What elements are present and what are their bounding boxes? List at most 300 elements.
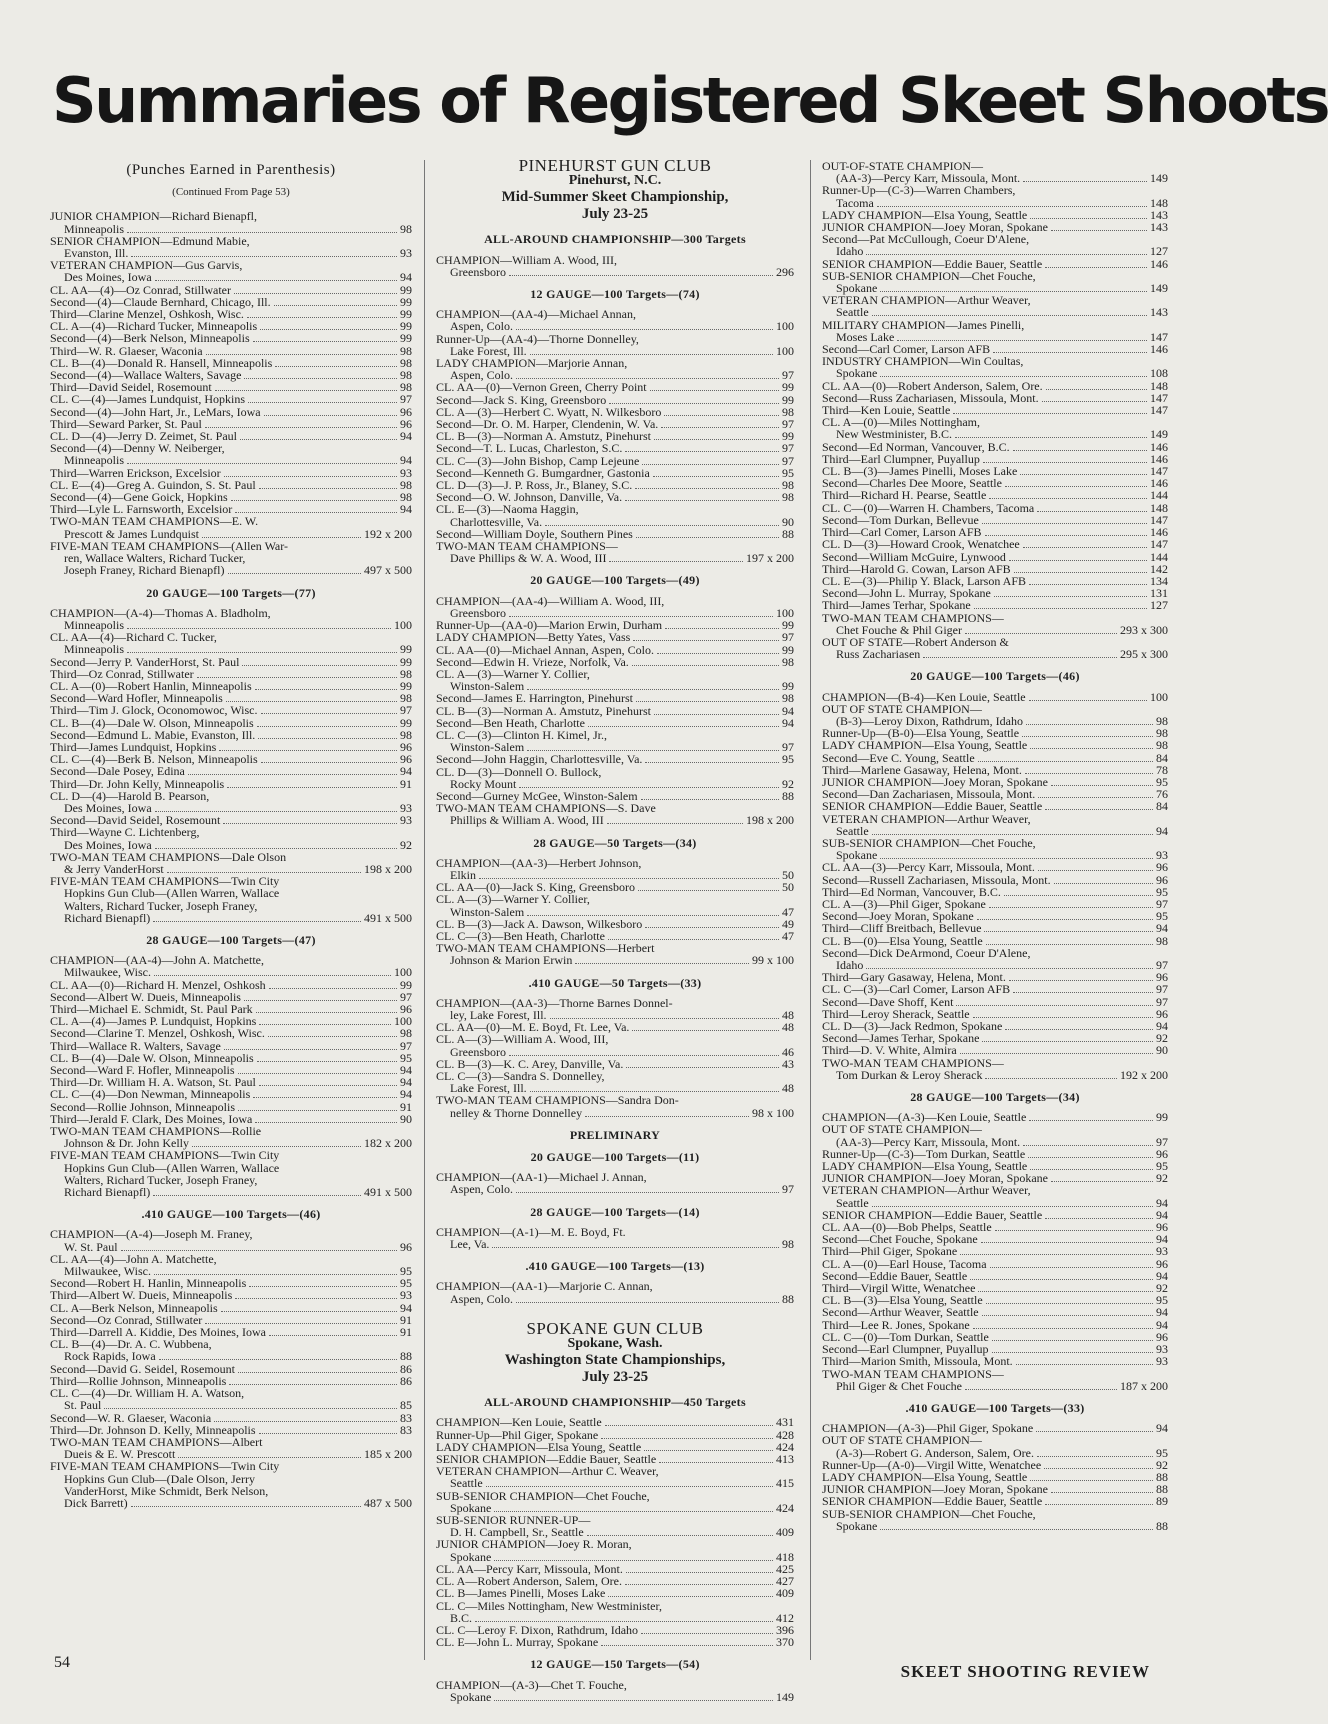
dot-leader xyxy=(1051,777,1153,786)
result-text: VanderHorst, Mike Schmidt, Berk Nelson, xyxy=(64,1483,269,1498)
result-text: CL. AA—(0)—Richard H. Menzel, Oshkosh xyxy=(50,977,266,992)
score: 94 xyxy=(400,502,412,517)
result-text: Hopkins Gun Club—(Allen Warren, Wallace xyxy=(64,1160,280,1175)
dot-leader xyxy=(1030,740,1153,749)
score: 94 xyxy=(1156,1305,1168,1320)
section-heading: 28 GAUGE—100 Targets—(47) xyxy=(146,932,316,947)
dot-leader xyxy=(978,753,1153,762)
result-text: TWO-MAN TEAM CHAMPIONS—E. W. xyxy=(50,514,259,529)
dot-leader xyxy=(1023,539,1147,548)
dot-leader xyxy=(269,980,397,989)
result-text: CL. C—(3)—Ben Heath, Charlotte xyxy=(436,928,605,943)
dot-leader xyxy=(636,529,779,538)
result-text: Second—Edmund L. Mabie, Evanston, Ill. xyxy=(50,727,256,742)
dot-leader xyxy=(659,1454,773,1463)
result-text: (AA-3)—Percy Karr, Missoula, Mont. xyxy=(836,171,1021,186)
result-line xyxy=(822,800,1168,812)
section-heading: 28 GAUGE—100 Targets—(34) xyxy=(910,1090,1080,1105)
result-line xyxy=(822,428,1168,440)
result-text: Minneapolis xyxy=(64,617,124,632)
result-line xyxy=(50,332,412,344)
dot-leader xyxy=(1045,259,1147,268)
dot-leader xyxy=(993,344,1147,353)
result-text: Runner-Up—(B-0)—Elsa Young, Seattle xyxy=(822,726,1020,741)
score: 100 xyxy=(1150,689,1168,704)
result-text: Second—(4)—Wallace Walters, Savage xyxy=(50,368,242,383)
result-text: Second—Arthur Weaver, Seattle xyxy=(822,1305,979,1320)
score: 47 xyxy=(782,904,794,919)
dot-leader xyxy=(238,1102,397,1111)
score: 198 x 200 xyxy=(364,861,412,876)
dot-leader xyxy=(268,1028,397,1037)
result-text: Third—Michael E. Schmidt, St. Paul Park xyxy=(50,1002,253,1016)
dot-leader xyxy=(127,455,397,464)
result-text: Des Moines, Iowa xyxy=(64,837,152,852)
dot-leader xyxy=(609,553,743,562)
score: 99 xyxy=(1156,1110,1168,1125)
score: 296 xyxy=(776,264,794,279)
dot-leader xyxy=(205,1315,397,1324)
dot-leader xyxy=(527,681,779,690)
score: 98 xyxy=(400,355,412,370)
result-text: CHAMPION—(A-3)—Phil Giger, Spokane xyxy=(822,1421,1034,1436)
section-heading: .410 GAUGE—100 Targets—(33) xyxy=(905,1400,1085,1415)
score: 94 xyxy=(1156,1195,1168,1210)
result-line xyxy=(50,1162,412,1174)
results-list xyxy=(822,691,1168,1082)
score: 98 xyxy=(782,478,794,493)
result-text: Joseph Franey, Richard Bienapfl) xyxy=(64,563,225,578)
result-text: VETERAN CHAMPION—Arthur C. Weaver, xyxy=(436,1464,659,1479)
dot-leader xyxy=(965,625,1117,634)
result-text: OUT OF STATE CHAMPION— xyxy=(822,701,982,716)
result-text: CL. C—(0)—Tom Durkan, Seattle xyxy=(822,1329,989,1344)
result-text: OUT-OF-STATE CHAMPION— xyxy=(822,159,983,173)
dot-leader xyxy=(224,1041,397,1050)
result-text: SUB-SENIOR RUNNER-UP— xyxy=(436,1513,591,1528)
dot-leader xyxy=(973,1320,1153,1329)
result-text: Second—T. L. Lucas, Charleston, S.C. xyxy=(436,441,623,456)
result-text: CL. B—(4)—Dr. A. C. Wubbena, xyxy=(50,1337,212,1352)
dot-leader xyxy=(238,1065,397,1074)
score: 96 xyxy=(1156,1146,1168,1161)
result-line xyxy=(822,874,1168,886)
dot-leader xyxy=(992,1332,1153,1341)
result-text: CL. A—(3)—William A. Wood, III, xyxy=(436,1032,609,1047)
score: 94 xyxy=(400,1087,412,1102)
result-text: MILITARY CHAMPION—James Pinelli, xyxy=(822,317,1025,332)
dot-leader xyxy=(492,1239,779,1248)
result-line xyxy=(822,1447,1168,1459)
dot-leader xyxy=(575,955,749,964)
column-1 xyxy=(50,160,412,1509)
result-line xyxy=(436,1033,794,1045)
dot-leader xyxy=(654,706,779,715)
score: 91 xyxy=(400,1312,412,1327)
score: 86 xyxy=(400,1373,412,1388)
result-text: Rock Rapids, Iowa xyxy=(64,1349,156,1364)
section-heading: ALL-AROUND CHAMPIONSHIP—300 Targets xyxy=(484,232,746,247)
result-text: Third—James Lundquist, Hopkins xyxy=(50,739,217,754)
dot-leader xyxy=(965,1381,1117,1390)
result-text: CHAMPION—(AA-1)—Michael J. Annan, xyxy=(436,1170,647,1185)
score: 147 xyxy=(1150,329,1168,344)
result-line xyxy=(822,1520,1168,1532)
section-heading: 20 GAUGE—100 Targets—(49) xyxy=(530,573,700,588)
score: 97 xyxy=(782,1182,794,1197)
score: 91 xyxy=(400,1099,412,1114)
result-text: CHAMPION—(A-4)—Thomas A. Bladholm, xyxy=(50,605,271,620)
score: 94 xyxy=(1156,1421,1168,1436)
result-text: Second—Dan Zachariasen, Missoula, Mont. xyxy=(822,787,1036,802)
result-text: Second—Jerry P. VanderHorst, St. Paul xyxy=(50,654,240,669)
result-line xyxy=(822,367,1168,379)
score: 92 xyxy=(1156,1171,1168,1186)
result-line xyxy=(822,184,1168,196)
result-text: Third—Jerald F. Clark, Des Moines, Iowa xyxy=(50,1111,253,1126)
score: 95 xyxy=(400,1264,412,1279)
dot-leader xyxy=(1042,393,1147,402)
score: 149 xyxy=(776,1689,794,1704)
dot-leader xyxy=(215,382,397,391)
result-text: Third—Clarine Menzel, Oshkosh, Wisc. xyxy=(50,307,244,322)
result-text: Seattle xyxy=(836,823,869,838)
dot-leader xyxy=(650,382,779,391)
result-text: LADY CHAMPION—Elsa Young, Seattle xyxy=(436,1439,642,1454)
event-title: Mid-Summer Skeet Championship, July 23-25 xyxy=(501,189,729,223)
score: 94 xyxy=(400,1075,412,1090)
results-list xyxy=(436,1171,794,1195)
result-line xyxy=(50,1497,412,1509)
result-text: Dueis & E. W. Prescott xyxy=(64,1447,176,1462)
score: 415 xyxy=(776,1476,794,1491)
result-text: Des Moines, Iowa xyxy=(64,800,152,815)
score: 99 xyxy=(400,715,412,730)
result-text: CL. D—(4)—Jerry D. Zeimet, St. Paul xyxy=(50,429,237,444)
dot-leader xyxy=(989,899,1153,908)
score: 92 xyxy=(400,837,412,852)
result-text: CL. AA—Percy Karr, Missoula, Mont. xyxy=(436,1561,623,1576)
dot-leader xyxy=(253,333,397,342)
result-text: FIVE-MAN TEAM CHAMPIONS—(Allen War- xyxy=(50,538,289,553)
dot-leader xyxy=(235,504,397,513)
result-line xyxy=(50,887,412,899)
dot-leader xyxy=(275,358,397,367)
result-text: Idaho xyxy=(836,958,864,972)
score: 98 xyxy=(782,654,794,669)
dot-leader xyxy=(986,1295,1153,1304)
result-text: Second—Pat McCullough, Coeur D'Alene, xyxy=(822,232,1030,247)
score: 146 xyxy=(1150,342,1168,357)
score: 96 xyxy=(400,752,412,767)
dot-leader xyxy=(641,1625,773,1634)
results-list xyxy=(50,954,412,1198)
continued-note: (Continued From Page 53) xyxy=(172,186,290,199)
score: 98 xyxy=(400,368,412,383)
dot-leader xyxy=(645,919,779,928)
result-line xyxy=(822,1245,1168,1257)
result-text: (B-3)—Leroy Dixon, Rathdrum, Idaho xyxy=(836,713,1023,728)
dot-leader xyxy=(880,1521,1153,1530)
result-line xyxy=(50,1088,412,1100)
result-text: CL. C—(3)—Carl Comer, Larson AFB xyxy=(822,982,1011,997)
result-text: Chet Fouche & Phil Giger xyxy=(836,622,962,637)
result-text: Second—Ed Norman, Vancouver, B.C. xyxy=(822,439,1010,454)
result-line xyxy=(50,1101,412,1113)
result-text: CL. B—(0)—Elsa Young, Seattle xyxy=(822,933,983,948)
section-heading: 12 GAUGE—150 Targets—(54) xyxy=(530,1657,700,1672)
result-text: CL. AA—(3)—Percy Karr, Missoula, Mont. xyxy=(822,860,1035,875)
result-text: CL. B—(3)—K. C. Arey, Danville, Va. xyxy=(436,1056,624,1071)
result-line xyxy=(436,1280,794,1292)
punches-note: (Punches Earned in Parenthesis) xyxy=(126,162,336,178)
result-text: TWO-MAN TEAM CHAMPIONS—Herbert xyxy=(436,941,655,956)
score: 413 xyxy=(776,1452,794,1467)
results-list xyxy=(822,1111,1168,1392)
dot-leader xyxy=(1044,1460,1153,1469)
results-list xyxy=(436,1416,794,1648)
score: 424 xyxy=(776,1439,794,1454)
score: 127 xyxy=(1150,598,1168,613)
dot-leader xyxy=(261,754,397,763)
dot-leader xyxy=(167,864,361,873)
result-line xyxy=(822,813,1168,825)
result-text: Richard Bienapfl) xyxy=(64,910,151,925)
score: 93 xyxy=(1156,1244,1168,1259)
dot-leader xyxy=(1020,466,1147,475)
result-text: VETERAN CHAMPION—Arthur Weaver, xyxy=(822,1183,1031,1198)
results-list xyxy=(822,1422,1168,1532)
dot-leader xyxy=(982,515,1147,524)
score: 98 xyxy=(1156,738,1168,753)
result-text: Second—(4)—Claude Bernhard, Chicago, Ill. xyxy=(50,294,271,309)
result-line xyxy=(822,922,1168,934)
result-text: Second—James Terhar, Spokane xyxy=(822,1031,980,1046)
dot-leader xyxy=(530,346,773,355)
section-heading: 20 GAUGE—100 Targets—(46) xyxy=(910,669,1080,684)
section-heading: PRELIMINARY xyxy=(569,1127,661,1142)
result-text: CL. B—(4)—Dale W. Olson, Minneapolis xyxy=(50,1050,254,1065)
result-line xyxy=(822,1306,1168,1318)
result-line xyxy=(436,814,794,826)
result-text: Elkin xyxy=(450,867,476,882)
result-line xyxy=(436,442,794,454)
score: 99 xyxy=(782,642,794,657)
result-text: Second—James E. Harrington, Pinehurst xyxy=(436,691,633,706)
result-line xyxy=(822,752,1168,764)
dot-leader xyxy=(877,198,1147,207)
result-text: CHAMPION—(AA-3)—Thorne Barnes Donnel- xyxy=(436,995,673,1010)
score: 97 xyxy=(1156,982,1168,997)
score: 147 xyxy=(1150,537,1168,552)
dot-leader xyxy=(665,620,779,629)
score: 78 xyxy=(1156,762,1168,777)
section-heading: .410 GAUGE—50 Targets—(33) xyxy=(528,975,702,990)
result-text: Runner-Up—(AA-0)—Marion Erwin, Durham xyxy=(436,618,663,633)
result-text: & Jerry VanderHorst xyxy=(64,861,164,876)
result-text: Seattle xyxy=(450,1476,483,1491)
score: 98 xyxy=(400,477,412,492)
score: 94 xyxy=(1156,1207,1168,1222)
result-line xyxy=(436,394,794,406)
dot-leader xyxy=(585,1108,749,1117)
result-line xyxy=(822,258,1168,270)
dot-leader xyxy=(154,1266,397,1275)
result-text: Third—Gary Gasaway, Helena, Mont. xyxy=(822,970,1006,985)
result-text: Runner-Up—Phil Giger, Spokane xyxy=(436,1427,599,1442)
result-text: CL. B—(3)—Norman A. Amstutz, Pinehurst xyxy=(436,429,651,444)
result-line xyxy=(436,1538,794,1550)
score: 96 xyxy=(400,739,412,754)
result-line xyxy=(50,900,412,912)
section-heading: 20 GAUGE—100 Targets—(11) xyxy=(530,1150,700,1165)
score: 98 xyxy=(1156,726,1168,741)
result-line xyxy=(50,1040,412,1052)
result-text: Second—Dave Shoff, Kent xyxy=(822,994,954,1009)
result-text: nelley & Thorne Donnelley xyxy=(450,1105,583,1120)
result-text: Second—David G. Seidel, Rosemount xyxy=(50,1361,235,1376)
results-list xyxy=(50,210,412,576)
score: 96 xyxy=(400,1002,412,1016)
score: 97 xyxy=(400,989,412,1004)
dot-leader xyxy=(982,1307,1153,1316)
score: 409 xyxy=(776,1586,794,1601)
dot-leader xyxy=(178,1449,361,1458)
result-text: CL. A—(0)—Robert Hanlin, Minneapolis xyxy=(50,678,252,693)
score: 97 xyxy=(400,392,412,407)
result-text: Milwaukee, Wisc. xyxy=(64,1264,151,1279)
result-line xyxy=(822,1069,1168,1081)
dot-leader xyxy=(159,1351,397,1360)
club-name: SPOKANE GUN CLUB xyxy=(526,1318,704,1338)
results-list xyxy=(436,595,794,827)
result-text: CL. C—(3)—John Bishop, Camp Lejeune xyxy=(436,453,640,468)
result-text: CL. B—(3)—James Pinelli, Moses Lake xyxy=(822,464,1018,479)
result-text: Second—Ben Heath, Charlotte xyxy=(436,715,585,730)
dot-leader xyxy=(188,766,397,775)
score: 99 xyxy=(782,618,794,633)
result-text: CL. A—(4)—James P. Lundquist, Hopkins xyxy=(50,1014,257,1029)
result-text: Third—Dr. Johnson D. Kelly, Minneapolis xyxy=(50,1422,256,1437)
result-line xyxy=(50,778,412,790)
score: 96 xyxy=(400,1239,412,1254)
result-text: Second—Chet Fouche, Spokane xyxy=(822,1232,978,1247)
dot-leader xyxy=(229,1376,397,1385)
result-line xyxy=(436,1293,794,1305)
result-line xyxy=(822,599,1168,611)
dot-leader xyxy=(228,565,361,574)
result-text: SENIOR CHAMPION—Edmund Mabie, xyxy=(50,233,250,248)
result-text: SENIOR CHAMPION—Eddie Bauer, Seattle xyxy=(822,799,1043,814)
result-text: CL. B—(3)—Norman A. Amstutz, Pinehurst xyxy=(436,703,651,718)
result-text: SUB-SENIOR CHAMPION—Chet Fouche, xyxy=(822,1506,1036,1521)
result-line xyxy=(436,333,794,345)
result-line xyxy=(822,551,1168,563)
dot-leader xyxy=(259,1425,397,1434)
score: 143 xyxy=(1150,220,1168,235)
score: 98 xyxy=(400,343,412,358)
score: 100 xyxy=(776,343,794,358)
result-line xyxy=(50,271,412,283)
dot-leader xyxy=(990,1259,1153,1268)
result-text: Greensboro xyxy=(450,605,506,620)
score: 146 xyxy=(1150,256,1168,271)
score: 93 xyxy=(1156,1342,1168,1357)
result-text: CL. D—(4)—Harold B. Pearson, xyxy=(50,788,210,803)
result-text: Third—Warren Erickson, Excelsior xyxy=(50,465,221,480)
result-text: CHAMPION—(A-3)—Chet T. Fouche, xyxy=(436,1677,627,1692)
result-line xyxy=(436,320,794,332)
dot-leader xyxy=(644,1442,773,1451)
result-text: Minneapolis xyxy=(64,642,124,657)
score: 148 xyxy=(1150,195,1168,210)
result-text: CL. D—(3)—Jack Redmon, Spokane xyxy=(822,1019,1003,1034)
result-text: FIVE-MAN TEAM CHAMPIONS—Twin City xyxy=(50,874,280,889)
result-text: LADY CHAMPION—Betty Yates, Vass xyxy=(436,630,631,645)
dot-leader xyxy=(509,608,773,617)
result-text: CL. AA—(0)—Robert Anderson, Salem, Ore. xyxy=(822,378,1043,393)
dot-leader xyxy=(1046,381,1147,390)
result-text: Spokane xyxy=(836,1518,878,1533)
result-text: OUT OF STATE CHAMPION— xyxy=(822,1122,982,1137)
score: 88 xyxy=(1156,1518,1168,1533)
dot-leader xyxy=(994,588,1147,597)
score: 94 xyxy=(400,1300,412,1315)
dot-leader xyxy=(1013,442,1147,451)
result-text: CL. AA—(4)—John A. Matchette, xyxy=(50,1251,217,1266)
score: 424 xyxy=(776,1500,794,1515)
score: 85 xyxy=(400,1398,412,1413)
result-text: CL. A—(4)—Richard Tucker, Minneapolis xyxy=(50,319,258,334)
dot-leader xyxy=(1005,478,1147,487)
result-text: Second—Ward Hofler, Minneapolis xyxy=(50,691,223,706)
results-list xyxy=(436,308,794,564)
score: 88 xyxy=(1156,1482,1168,1497)
dot-leader xyxy=(1037,1448,1153,1457)
result-line xyxy=(822,1434,1168,1446)
score: 295 x 300 xyxy=(1120,647,1168,662)
result-line xyxy=(50,966,412,978)
dot-leader xyxy=(127,644,397,653)
score: 97 xyxy=(782,417,794,432)
dot-leader xyxy=(641,791,779,800)
score: 88 xyxy=(1156,1469,1168,1484)
result-line xyxy=(50,765,412,777)
result-line xyxy=(436,631,794,643)
dot-leader xyxy=(1051,1484,1153,1493)
result-text: Tom Durkan & Leroy Sherack xyxy=(836,1067,983,1082)
score: 97 xyxy=(1156,994,1168,1009)
score: 94 xyxy=(782,715,794,730)
result-line xyxy=(436,1238,794,1250)
result-text: TWO-MAN TEAM CHAMPIONS— xyxy=(822,610,1004,625)
score: 94 xyxy=(400,429,412,444)
dot-leader xyxy=(131,248,397,257)
result-text: Second—Ward F. Hofler, Minneapolis xyxy=(50,1063,235,1078)
score: 431 xyxy=(776,1415,794,1430)
score: 143 xyxy=(1150,207,1168,222)
score: 94 xyxy=(1156,823,1168,838)
dot-leader xyxy=(479,870,779,879)
result-line xyxy=(436,1183,794,1195)
result-text: Runner-Up—(C-3)—Tom Durkan, Seattle xyxy=(822,1146,1026,1161)
result-text: LADY CHAMPION—Elsa Young, Seattle xyxy=(822,1159,1028,1174)
result-line xyxy=(50,223,412,235)
score: 98 xyxy=(782,404,794,419)
results-list xyxy=(50,607,412,924)
dot-leader xyxy=(588,718,779,727)
score: 97 xyxy=(1156,1134,1168,1149)
